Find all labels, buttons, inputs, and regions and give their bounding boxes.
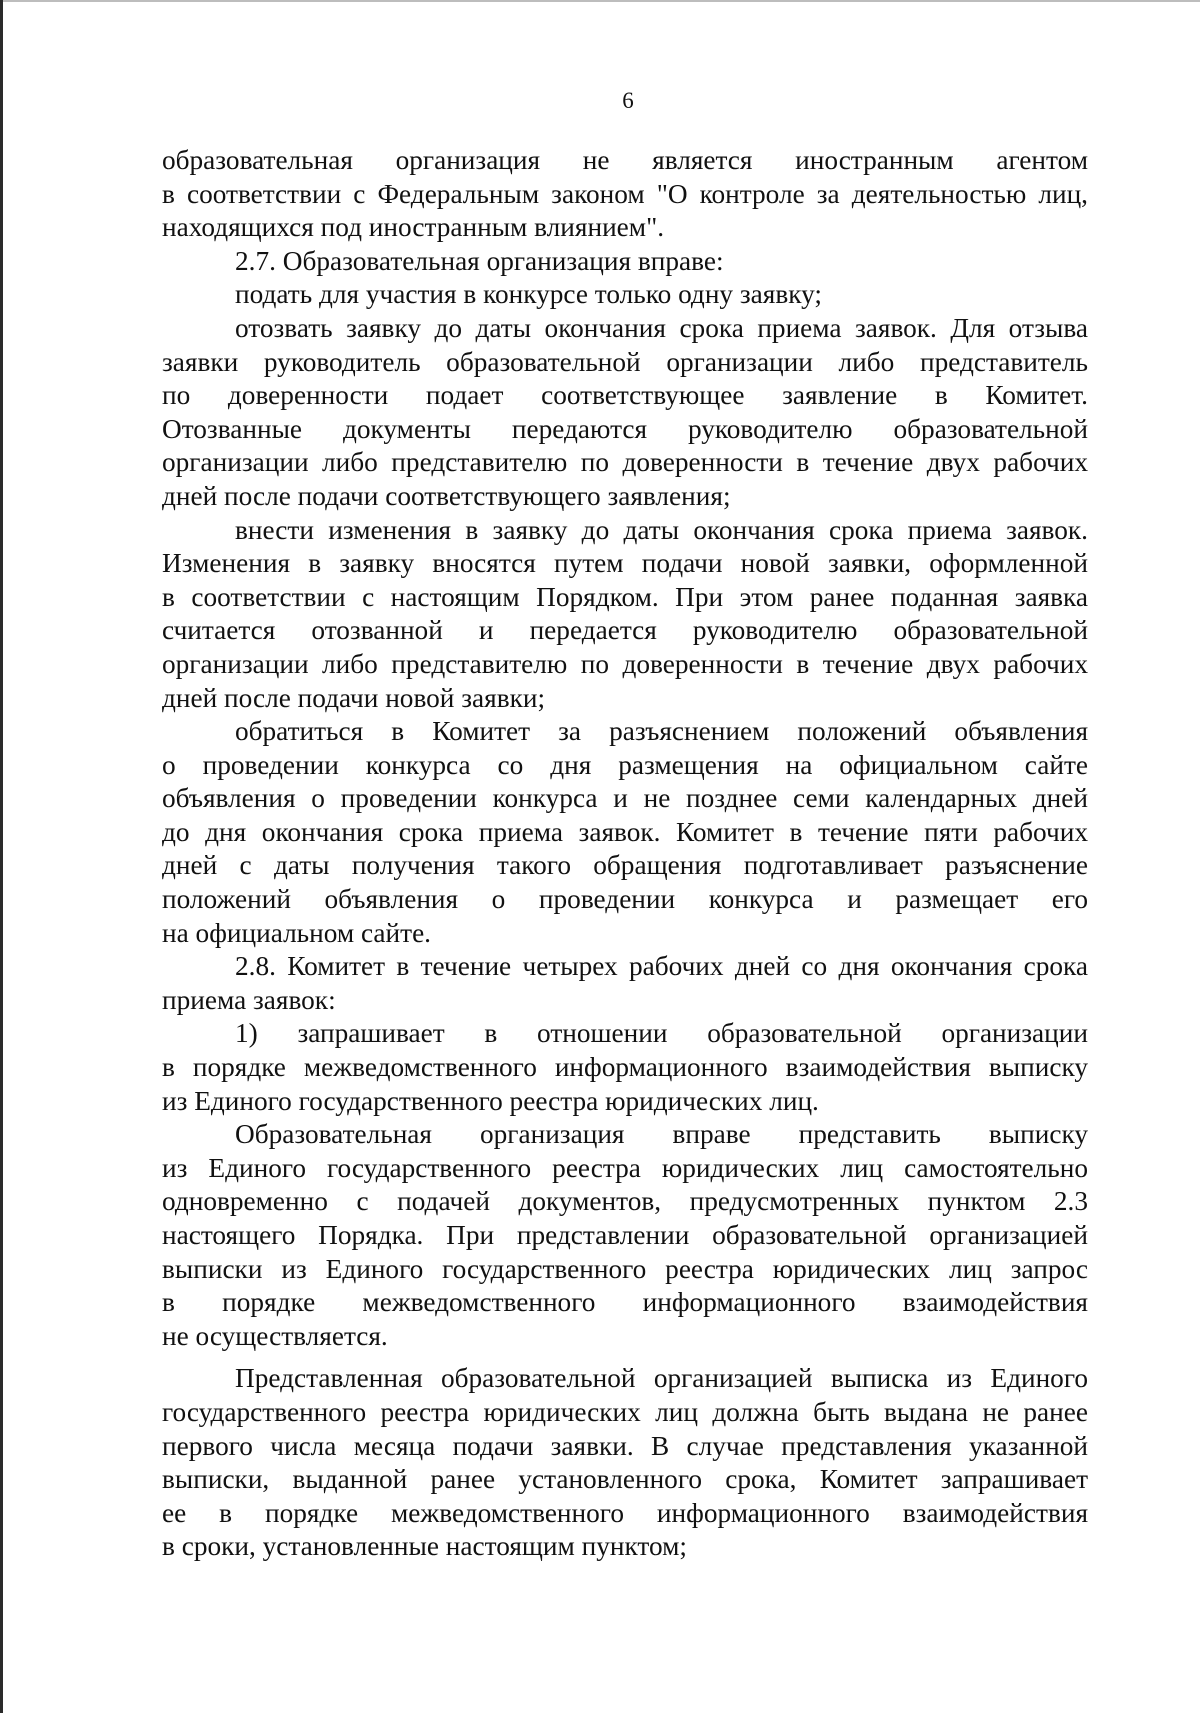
paragraph-amend <box>162 514 1088 716</box>
text-line: дней после подачи новой заявки; <box>162 682 546 713</box>
page-number: 6 <box>622 88 634 113</box>
document-body <box>162 144 1088 1564</box>
text-line: отозвать заявку до даты окончания срока приема заявок. Для отзыва <box>235 312 1088 343</box>
text-line: дней после подачи соответствующего заявления; <box>162 480 731 511</box>
text-line: образовательная организация не является иностранным агентом <box>162 145 1088 175</box>
scan-top-border <box>0 0 1200 2</box>
text-line: Отозванные документы передаются руководителю образовательной <box>162 413 1088 444</box>
text-line: по доверенности подает соответствующее заявление в Комитет. <box>162 380 1088 411</box>
text-line: организации либо представителю по доверенности в течение двух рабочих <box>162 447 1088 478</box>
paragraph-submit-one: подать для участия в конкурсе только одну заявку; <box>235 279 822 310</box>
paragraph-2-8-item-1 <box>162 1017 1088 1118</box>
paragraph-extract-self <box>162 1118 1088 1353</box>
text-line: из Единого государственного реестра юридических лиц. <box>162 1085 819 1116</box>
text-line: на официальном сайте. <box>162 917 432 948</box>
text-line: считается отозванной и передается руководителю образовательной <box>162 615 1088 646</box>
text-line: в порядке межведомственного информационного взаимодействия выписку <box>162 1052 1088 1083</box>
paragraph-withdraw <box>162 312 1088 514</box>
text-line: организации либо представителю по доверенности в течение двух рабочих <box>162 648 1088 679</box>
paragraph-2-7: 2.7. Образовательная организация вправе: <box>235 245 724 276</box>
text-line: о проведении конкурса со дня размещения на официальном сайте <box>162 749 1088 780</box>
text-line: Образовательная организация вправе представить выписку <box>235 1119 1088 1150</box>
text-line: приема заявок: <box>162 984 336 1015</box>
text-line: находящихся под иностранным влиянием". <box>162 212 665 243</box>
text-line: внести изменения в заявку до даты окончания срока приема заявок. <box>235 514 1088 545</box>
text-line: объявления о проведении конкурса и не позднее семи календарных дней <box>162 783 1088 814</box>
text-line: Представленная образовательной организацией выписка из Единого <box>235 1363 1088 1394</box>
text-line: настоящего Порядка. При представлении образовательной организацией <box>162 1220 1088 1250</box>
text-line: одновременно с подачей документов, предусмотренных пунктом 2.3 <box>162 1186 1088 1217</box>
text-line: обратиться в Комитет за разъяснением положений объявления <box>235 716 1088 747</box>
text-line: в сроки, установленные настоящим пунктом; <box>162 1531 687 1562</box>
text-line: дней с даты получения такого обращения подготавливает разъяснение <box>162 850 1088 881</box>
paragraph-foreign-agent <box>162 144 1088 245</box>
text-line: 2.8. Комитет в течение четырех рабочих дней со дня окончания срока <box>235 951 1088 982</box>
text-line: не осуществляется. <box>162 1320 388 1351</box>
text-line: положений объявления о проведении конкурса и размещает его <box>162 884 1088 915</box>
text-line: государственного реестра юридических лиц должна быть выдана не ранее <box>162 1396 1088 1427</box>
text-line: из Единого государственного реестра юридических лиц самостоятельно <box>162 1152 1088 1183</box>
text-line: 1) запрашивает в отношении образовательной организации <box>235 1018 1088 1049</box>
text-line: до дня окончания срока приема заявок. Комитет в течение пяти рабочих <box>162 816 1088 847</box>
text-line: ее в порядке межведомственного информационного взаимодействия <box>162 1497 1088 1528</box>
text-line: в порядке межведомственного информационного взаимодействия <box>162 1287 1088 1318</box>
text-line: заявки руководитель образовательной организации либо представитель <box>162 346 1088 377</box>
text-line: выписки, выданной ранее установленного срока, Комитет запрашивает <box>162 1464 1088 1495</box>
text-line: выписки из Единого государственного реестра юридических лиц запрос <box>162 1253 1088 1284</box>
text-line: первого числа месяца подачи заявки. В случае представления указанной <box>162 1430 1088 1461</box>
text-line: в соответствии с Федеральным законом "О контроле за деятельностью лиц, <box>162 178 1088 209</box>
text-line: Изменения в заявку вносятся путем подачи новой заявки, оформленной <box>162 548 1088 579</box>
paragraph-extract-date <box>162 1362 1088 1564</box>
paragraph-2-8 <box>162 950 1088 1017</box>
paragraph-clarification <box>162 715 1088 950</box>
text-line: в соответствии с настоящим Порядком. При этом ранее поданная заявка <box>162 581 1088 612</box>
scan-left-border <box>0 0 3 1713</box>
